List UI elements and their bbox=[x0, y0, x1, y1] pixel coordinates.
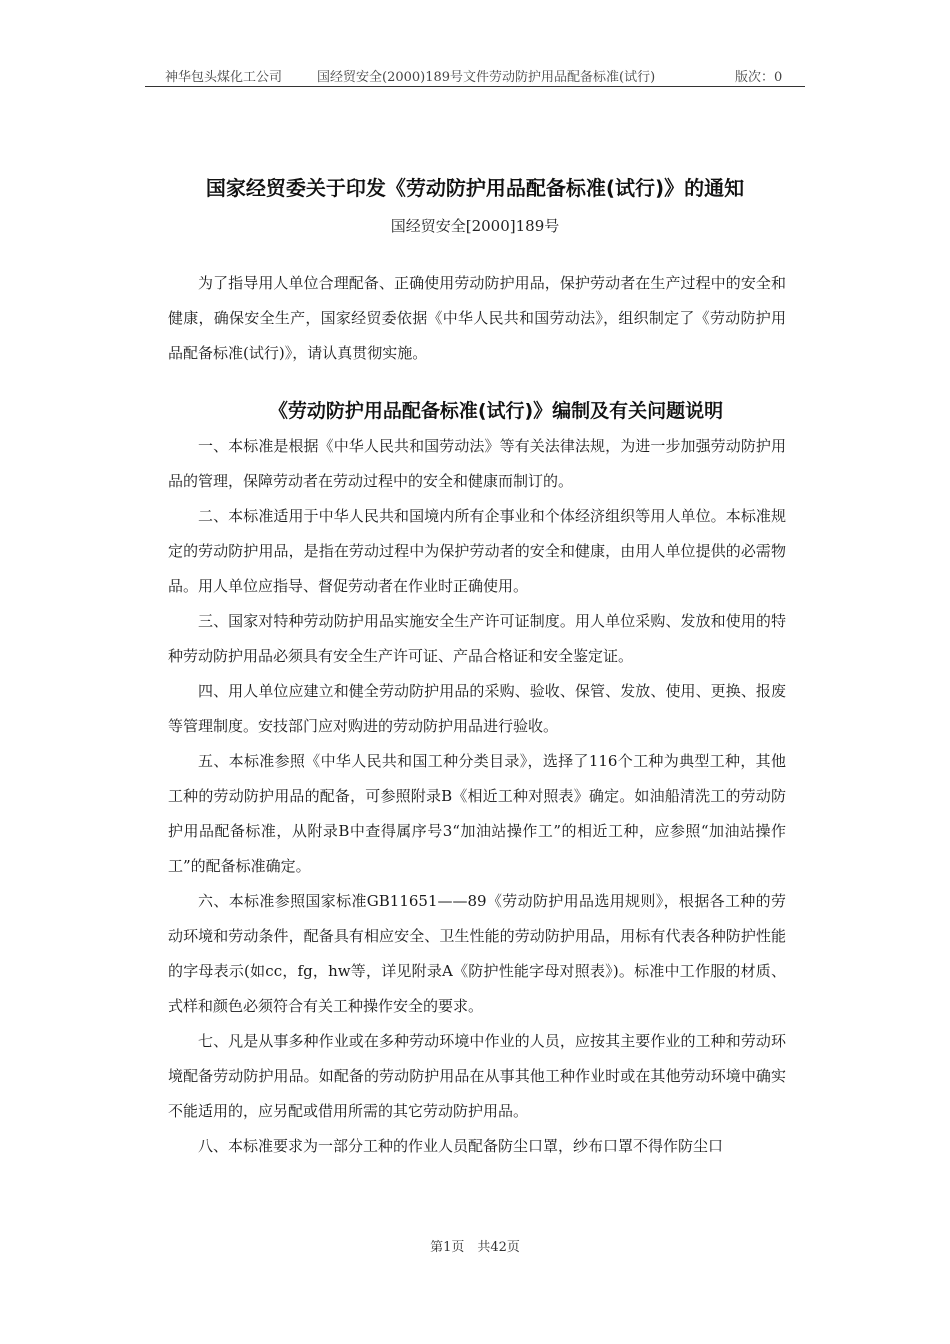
page-header bbox=[145, 62, 805, 87]
paragraph-1: 一、本标准是根据《中华人民共和国劳动法》等有关法律法规，为进一步加强劳动防护用品的管理，保障劳动者在劳动过程中的安全和健康而制订的。 bbox=[168, 437, 786, 490]
paragraph-8: 八、本标准要求为一部分工种的作业人员配备防尘口罩，纱布口罩不得作防尘口 bbox=[198, 1137, 724, 1155]
header-company: 神华包头煤化工公司 bbox=[165, 70, 283, 85]
document-number: 国经贸安全[2000]189号 bbox=[390, 217, 560, 235]
notice-title: 国家经贸委关于印发《劳动防护用品配备标准(试行)》的通知 bbox=[205, 176, 745, 200]
paragraph-4: 四、用人单位应建立和健全劳动防护用品的采购、验收、保管、发放、使用、更换、报废等管理制度。安技部门应对购进的劳动防护用品进行验收。 bbox=[168, 682, 786, 735]
document-body bbox=[168, 266, 786, 1164]
section-title: 《劳动防护用品配备标准(试行)》编制及有关问题说明 bbox=[268, 400, 724, 422]
intro-paragraph: 为了指导用人单位合理配备、正确使用劳动防护用品，保护劳动者在生产过程中的安全和健康，确保安全生产，国家经贸委依据《中华人民共和国劳动法》，组织制定了《劳动防护用品配备标准(试行)》，请认真贯彻实施。 bbox=[168, 274, 786, 362]
page-number: 第1页 共42页 bbox=[430, 1240, 520, 1255]
header-document-title: 国经贸安全(2000)189号文件劳动防护用品配备标准(试行) bbox=[317, 70, 656, 85]
paragraph-5: 五、本标准参照《中华人民共和国工种分类目录》，选择了116个工种为典型工种，其他工种的劳动防护用品的配备，可参照附录B《相近工种对照表》确定。如油船清洗工的劳动防护用品配备标准，从附录B中查得属序号3“加油站操作工”的相近工种，应参照“加油站操作工”的配备标准确定。 bbox=[168, 752, 786, 875]
paragraph-2: 二、本标准适用于中华人民共和国境内所有企事业和个体经济组织等用人单位。本标准规定的劳动防护用品，是指在劳动过程中为保护劳动者的安全和健康，由用人单位提供的必需物品。用人单位应指导、督促劳动者在作业时正确使用。 bbox=[168, 507, 786, 595]
paragraph-3: 三、国家对特种劳动防护用品实施安全生产许可证制度。用人单位采购、发放和使用的特种劳动防护用品必须具有安全生产许可证、产品合格证和安全鉴定证。 bbox=[168, 612, 786, 665]
paragraph-7: 七、凡是从事多种作业或在多种劳动环境中作业的人员，应按其主要作业的工种和劳动环境配备劳动防护用品。如配备的劳动防护用品在从事其他工种作业时或在其他劳动环境中确实不能适用的，应另配或借用所需的其它劳动防护用品。 bbox=[168, 1032, 786, 1120]
header-version: 版次：0 bbox=[735, 70, 783, 85]
paragraph-6: 六、本标准参照国家标准GB11651——89《劳动防护用品选用规则》，根据各工种的劳动环境和劳动条件，配备具有相应安全、卫生性能的劳动防护用品，用标有代表各种防护性能的字母表示(如cc，fg，hw等，详见附录A《防护性能字母对照表》)。标准中工作服的材质、式样和颜色必须符合有关工种操作安全的要求。 bbox=[168, 892, 786, 1015]
